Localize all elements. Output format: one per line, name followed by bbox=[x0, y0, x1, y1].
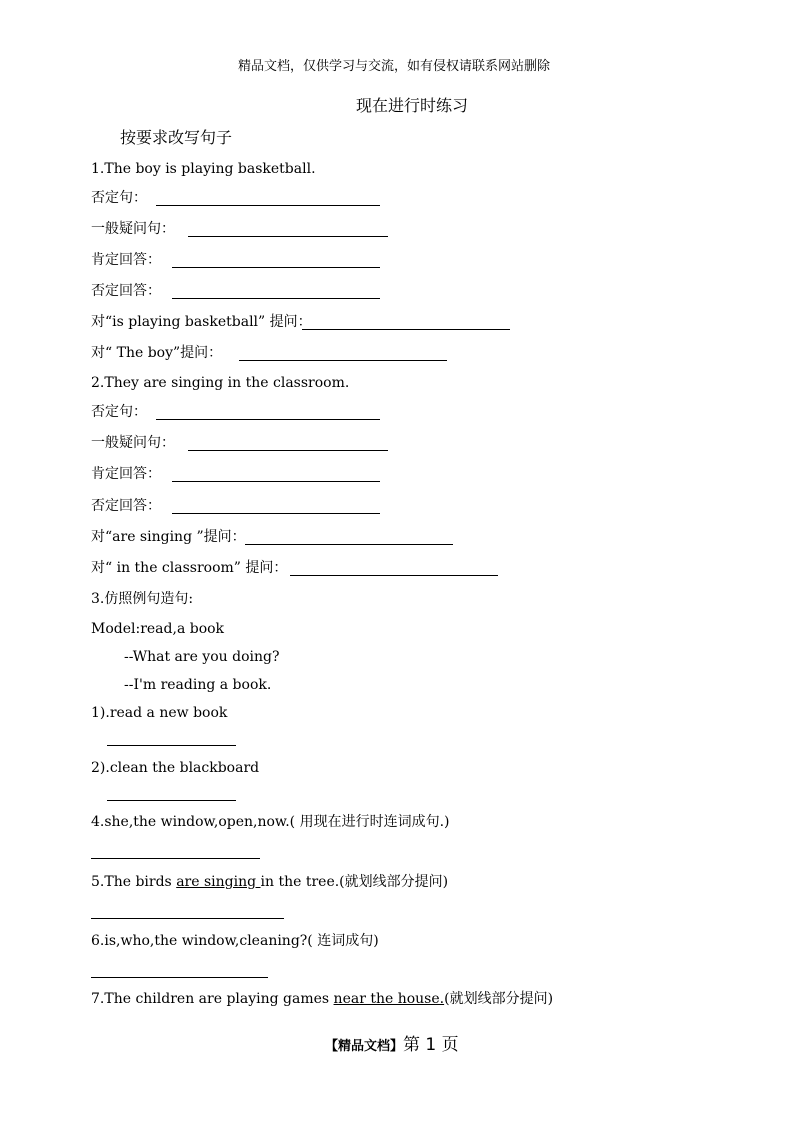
q3-item2: 2).clean the blackboard bbox=[91, 760, 260, 776]
q1-pos-answer-blank[interactable] bbox=[172, 267, 380, 268]
q3-model-question: --What are you doing? bbox=[124, 649, 280, 665]
page-title: 现在进行时练习 bbox=[356, 96, 469, 115]
q5-text bbox=[91, 873, 448, 891]
q1-ask2-label: 对“ The boy”提问： bbox=[91, 345, 223, 361]
footer-page-number: 第 1 页 bbox=[403, 1035, 459, 1055]
q2-pos-answer-blank[interactable] bbox=[172, 481, 380, 482]
q6-text: 6.is,who,the window,cleaning?( 连词成句) bbox=[91, 933, 379, 949]
q2-pos-answer-label: 肯定回答： bbox=[91, 466, 161, 482]
q3-model: Model:read,a book bbox=[91, 621, 225, 637]
q2-neg-blank[interactable] bbox=[156, 419, 380, 420]
header-note: 精品文档，仅供学习与交流，如有侵权请联系网站删除 bbox=[238, 59, 551, 74]
q7-suffix: (就划线部分提问) bbox=[444, 991, 554, 1007]
section-heading: 按要求改写句子 bbox=[120, 128, 233, 147]
q2-yesno-blank[interactable] bbox=[188, 450, 388, 451]
q1-ask1-label: 对“is playing basketball” 提问： bbox=[91, 314, 312, 330]
q3-item1: 1).read a new book bbox=[91, 705, 228, 721]
q1-yesno-blank[interactable] bbox=[188, 236, 388, 237]
footer-tag: 【精品文档】 bbox=[325, 1039, 404, 1054]
q4-blank[interactable] bbox=[91, 858, 260, 859]
q1-neg-answer-label: 否定回答： bbox=[91, 283, 161, 299]
q1-sentence: 1.The boy is playing basketball. bbox=[91, 161, 316, 177]
q3-heading: 3.仿照例句造句: bbox=[91, 591, 194, 607]
q5-prefix: 5.The birds bbox=[91, 874, 177, 890]
q3-item2-blank[interactable] bbox=[107, 800, 236, 801]
page-footer bbox=[325, 1035, 459, 1057]
q5-blank[interactable] bbox=[91, 918, 284, 919]
q1-yesno-label: 一般疑问句： bbox=[91, 221, 175, 237]
q5-underlined: are singing bbox=[176, 874, 261, 890]
q2-ask2-label: 对“ in the classroom” 提问： bbox=[91, 560, 288, 576]
q1-neg-answer-blank[interactable] bbox=[172, 298, 380, 299]
q1-neg-blank[interactable] bbox=[156, 205, 380, 206]
q1-neg-label: 否定句： bbox=[91, 190, 147, 206]
q4-text: 4.she,the window,open,now.( 用现在进行时连词成句.) bbox=[91, 814, 450, 830]
q7-text bbox=[91, 990, 553, 1008]
q7-prefix: 7.The children are playing games bbox=[91, 991, 334, 1007]
q2-yesno-label: 一般疑问句： bbox=[91, 435, 175, 451]
q7-underlined: near the house. bbox=[333, 991, 445, 1007]
q3-item1-blank[interactable] bbox=[107, 745, 236, 746]
q1-pos-answer-label: 肯定回答： bbox=[91, 252, 161, 268]
q2-ask1-label: 对“are singing ”提问： bbox=[91, 529, 246, 545]
q2-neg-answer-blank[interactable] bbox=[172, 513, 380, 514]
q6-blank[interactable] bbox=[91, 977, 268, 978]
q2-neg-label: 否定句： bbox=[91, 404, 147, 420]
q1-ask2-blank[interactable] bbox=[239, 360, 447, 361]
q5-suffix: in the tree.(就划线部分提问) bbox=[260, 874, 449, 890]
q3-model-answer: --I'm reading a book. bbox=[124, 677, 272, 693]
q1-ask1-blank[interactable] bbox=[302, 329, 510, 330]
q2-ask2-blank[interactable] bbox=[290, 575, 498, 576]
q2-sentence: 2.They are singing in the classroom. bbox=[91, 375, 350, 391]
q2-neg-answer-label: 否定回答： bbox=[91, 498, 161, 514]
q2-ask1-blank[interactable] bbox=[245, 544, 453, 545]
